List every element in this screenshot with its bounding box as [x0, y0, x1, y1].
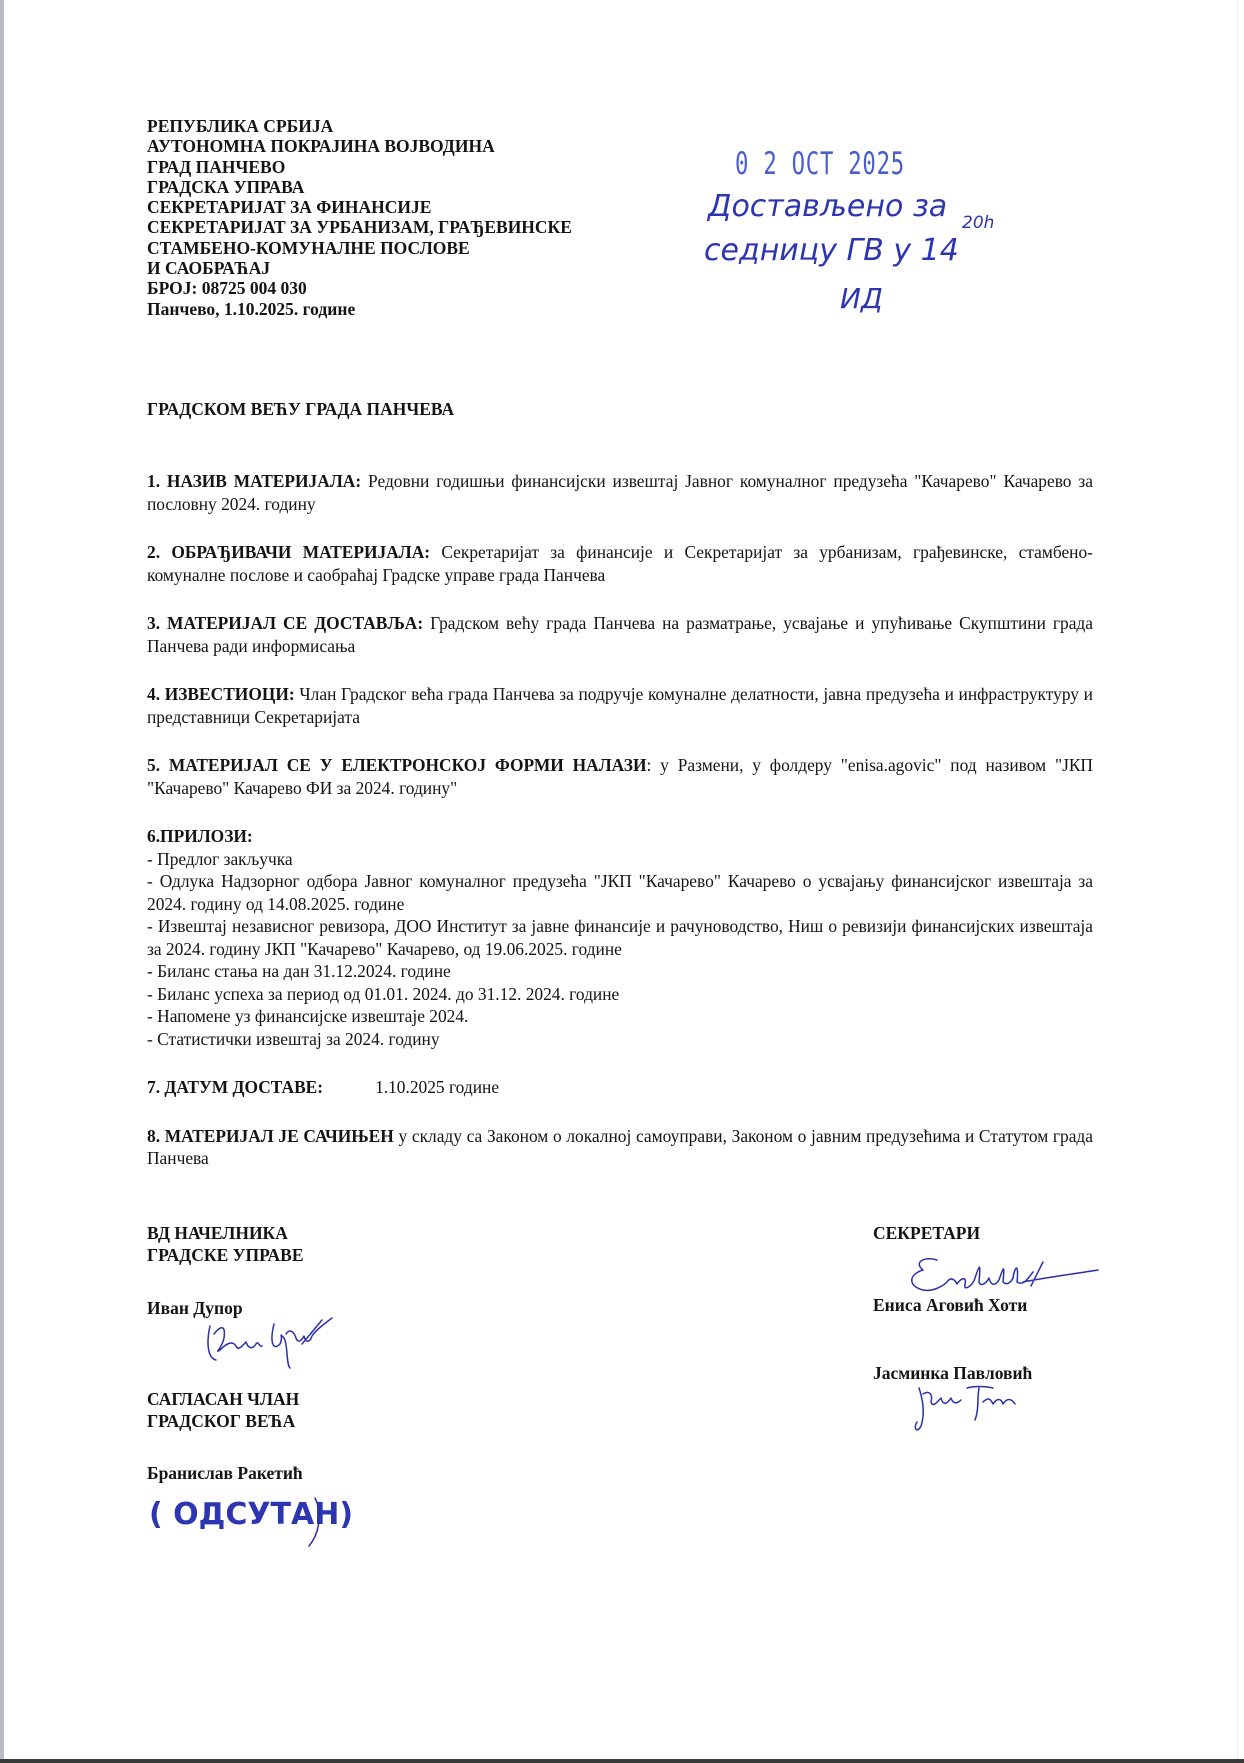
item-label: 5. МАТЕРИЈАЛ СЕ У ЕЛЕКТРОНСКОЈ ФОРМИ НАЛАЗИ — [147, 755, 647, 775]
header-line: РЕПУБЛИКА СРБИЈА — [147, 116, 334, 136]
secretaries-title: СЕКРЕТАРИ — [873, 1223, 981, 1243]
signature-enisa-agovic-hoti — [903, 1252, 1103, 1312]
handwritten-initials: ИД — [840, 282, 883, 315]
received-date-stamp: 0 2 OCT 2025 — [735, 146, 905, 182]
document-number: БРОЈ: 08725 004 030 — [147, 278, 307, 299]
council-member-name: Бранислав Ракетић — [147, 1463, 303, 1483]
head-title-line2: ГРАДСКЕ УПРАВЕ — [147, 1245, 304, 1265]
header-line: ГРАДСКА УПРАВА — [147, 176, 305, 197]
scan-edge-left — [0, 0, 4, 1763]
item-electronic-location — [147, 754, 1093, 799]
item-label: 1. НАЗИВ МАТЕРИЈАЛА: — [147, 471, 362, 491]
item-label: 3. МАТЕРИЈАЛ СЕ ДОСТАВЉА: — [147, 613, 424, 633]
item-text: у складу са Законом о локалној самоуправи, Законом о јавним предузећима и Статутом града Панчева — [147, 1125, 1093, 1168]
head-title-line1: ВД НАЧЕЛНИКА — [147, 1223, 288, 1243]
item-text: Секретаријат за финансије и Секретаријат за урбанизам, грађевинске, стамбено-комуналне послове и саобраћај Градске управе града Панчева — [147, 542, 1093, 585]
item-delivered-to — [147, 612, 1093, 657]
scan-edge-right — [1237, 0, 1238, 1763]
item-text: Редовни годишњи финансијски извештај Јавног комуналног предузећа "Качарево" Качарево за пословну 2024. годину — [147, 471, 1093, 514]
attachment-item: - Одлука Надзорног одбора Јавног комуналног предузећа "ЈКП "Качарево" Качарево о усвајању финансијског извештаја за 2024. годину од 14.08.2025. године — [147, 871, 1093, 914]
head-title — [147, 1222, 304, 1266]
attachments-label: 6.ПРИЛОЗИ: — [147, 826, 253, 846]
council-title-line2: ГРАДСКОГ ВЕЋА — [147, 1411, 296, 1431]
handwritten-note-line2: седницу ГВ у 14 — [704, 233, 959, 268]
signature-ivan-dupor — [202, 1314, 342, 1369]
document-body — [147, 470, 1093, 1170]
item-authors — [147, 541, 1093, 586]
header-line: СЕКРЕТАРИЈАТ ЗА УРБАНИЗАМ, ГРАЂЕВИНСКЕ — [147, 217, 572, 238]
header-line: АУТОНОМНА ПОКРАЈИНА ВОЈВОДИНА — [147, 136, 495, 157]
handwritten-note-line1: Достављено за — [708, 189, 948, 224]
header-line: СТАМБЕНО-КОМУНАЛНЕ ПОСЛОВЕ — [147, 237, 470, 258]
item-label: 8. МАТЕРИЈАЛ ЈЕ САЧИЊЕН — [147, 1125, 394, 1146]
attachment-item: - Биланс успеха за период од 01.01. 2024. до 31.12. 2024. године — [147, 983, 620, 1004]
item-text: Градском већу града Панчева на разматрање, усвајање и упућивање Скупштини града Панчева ради информисања — [147, 613, 1093, 656]
item-attachments — [147, 825, 1093, 1050]
secretary-name-1: Ениса Аговић Хоти — [873, 1295, 1028, 1315]
addressee: ГРАДСКОМ ВЕЋУ ГРАДА ПАНЧЕВА — [147, 399, 455, 419]
council-title-line1: САГЛАСАН ЧЛАН — [147, 1389, 300, 1409]
header-line: ГРАД ПАНЧЕВО — [147, 156, 286, 177]
document-header — [147, 116, 572, 319]
attachment-item: - Предлог закључка — [147, 848, 293, 869]
attachment-item: - Биланс стања на дан 31.12.2024. године — [147, 961, 451, 981]
header-line: СЕКРЕТАРИЈАТ ЗА ФИНАНСИЈЕ — [147, 197, 432, 218]
item-text: : у Размени, у фолдеру "enisa.agovic" под називом "ЈКП "Качарево" Качарево ФИ за 2024. годину" — [147, 755, 1093, 798]
handwritten-absent-note — [147, 1484, 354, 1549]
scan-edge-bottom — [0, 1759, 1244, 1763]
item-rapporteurs — [147, 683, 1093, 728]
delivery-date-value: 1.10.2025 године — [375, 1077, 500, 1097]
head-name: Иван Дупор — [147, 1298, 243, 1318]
absent-note-text: ( ОДСУТАН) — [149, 1497, 354, 1532]
council-title — [147, 1388, 299, 1432]
item-text: Члан Градског већа града Панчева за подручје комуналне делатности, јавна предузећа и инфраструктуру и представници Секретаријата — [147, 684, 1093, 727]
header-line: И САОБРАЋАЈ — [147, 258, 271, 279]
item-label: 7. ДАТУМ ДОСТАВЕ: — [147, 1077, 324, 1097]
secretary-name-2: Јасминка Павловић — [873, 1363, 1033, 1383]
handwritten-time-superscript: 20h — [962, 213, 995, 233]
item-label: 2. ОБРАЂИВАЧИ МАТЕРИЈАЛА: — [147, 542, 431, 562]
attachment-item: - Статистички извештај за 2024. годину — [147, 1028, 440, 1049]
item-compliance — [147, 1125, 1093, 1170]
signature-jasminka-pavlovic — [913, 1380, 1033, 1435]
item-material-name — [147, 470, 1093, 515]
attachment-item: - Извештај независног ревизора, ДОО Институт за јавне финансије и рачуноводство, Ниш о ревизији финансијских извештаја за 2024. годину ЈКП "Качарево" Качарево, од 19.06.2025. године — [147, 916, 1093, 959]
item-delivery-date — [147, 1076, 1093, 1099]
item-label: 4. ИЗВЕСТИОЦИ: — [147, 684, 295, 704]
handwritten-note — [700, 188, 1040, 338]
attachments-list — [147, 848, 1093, 1051]
document-date: Панчево, 1.10.2025. године — [147, 298, 356, 319]
attachment-item: - Напомене уз финансијске извештаје 2024. — [147, 1006, 469, 1026]
